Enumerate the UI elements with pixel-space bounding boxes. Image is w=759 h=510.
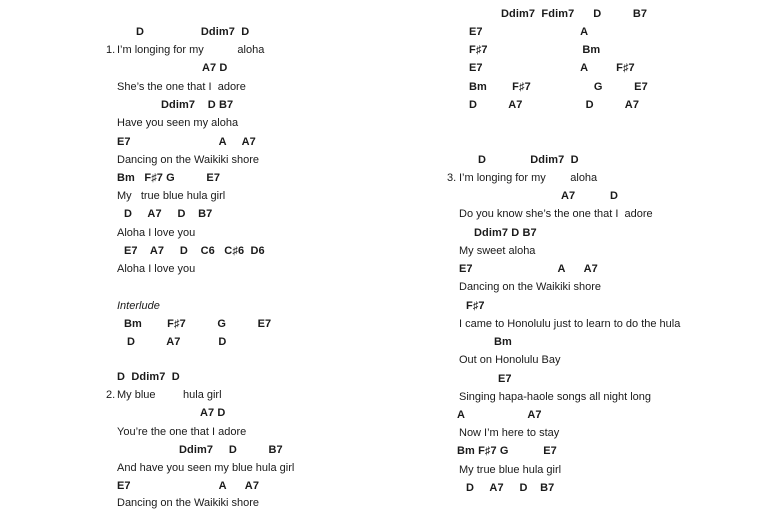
- outro-chord-row: D A7 D A7: [469, 99, 640, 111]
- chord-line: E7: [498, 373, 512, 385]
- lyric-line: Dancing on the Waikiki shore: [117, 497, 260, 509]
- chord-line: A A7: [457, 409, 542, 421]
- lyric-line: She’s the one that I adore: [117, 81, 246, 93]
- outro-chord-row: Ddim7 Fdim7 D B7: [501, 8, 648, 20]
- lyric-line: My blue hula girl: [117, 389, 222, 401]
- lyric-line: And have you seen my blue hula girl: [117, 462, 295, 474]
- lyric-line: Now I’m here to stay: [459, 427, 560, 439]
- chord-line: A7 D: [202, 62, 228, 74]
- chord-line: A7 D: [561, 190, 619, 202]
- lyric-line: Dancing on the Waikiki shore: [117, 154, 260, 166]
- outro-chord-row: E7 A F♯7: [469, 62, 635, 74]
- lyric-line: Dancing on the Waikiki shore: [459, 281, 602, 293]
- chord-line: D Ddim7 D: [136, 26, 250, 38]
- verse-number: 3.: [447, 172, 457, 184]
- lyric-line: You’re the one that I adore: [117, 426, 247, 438]
- verse-number: 1.: [106, 44, 116, 56]
- lyric-line: Singing hapa-haole songs all night long: [459, 391, 652, 403]
- chord-line: Bm: [494, 336, 512, 348]
- lyric-line: My true blue hula girl: [459, 464, 562, 476]
- lyric-line: Aloha I love you: [117, 227, 196, 239]
- chord-line: E7 A A7: [117, 480, 260, 492]
- interlude-chord-row: Bm F♯7 G E7: [124, 318, 272, 330]
- chord-line: E7 A7 D C6 C♯6 D6: [124, 245, 265, 257]
- chord-line: Ddim7 D B7: [179, 444, 283, 456]
- outro-chord-row: Bm F♯7 G E7: [469, 81, 648, 93]
- lyric-line: My sweet aloha: [459, 245, 536, 257]
- chord-line: Ddim7 D B7: [474, 227, 537, 239]
- chord-line: Bm F♯7 G E7: [117, 172, 221, 184]
- lyric-line: Aloha I love you: [117, 263, 196, 275]
- chord-line: F♯7: [466, 300, 485, 312]
- verse-number: 2.: [106, 389, 116, 401]
- chord-line: D Ddim7 D: [117, 371, 180, 383]
- chord-line: D A7 D B7: [466, 482, 555, 494]
- outro-chord-row: F♯7 Bm: [469, 44, 601, 56]
- lyric-line: My true blue hula girl: [117, 190, 226, 202]
- lyric-line: Have you seen my aloha: [117, 117, 239, 129]
- outro-chord-row: E7 A: [469, 26, 589, 38]
- chord-line: D Ddim7 D: [478, 154, 579, 166]
- chord-line: E7 A A7: [117, 136, 256, 148]
- interlude-chord-row: D A7 D: [127, 336, 227, 348]
- lyric-line: Out on Honolulu Bay: [459, 354, 561, 366]
- interlude-label: Interlude: [117, 300, 160, 312]
- chord-line: D A7 D B7: [124, 208, 213, 220]
- chord-line: A7 D: [200, 407, 226, 419]
- lyric-line: Do you know she’s the one that I adore: [459, 208, 653, 220]
- chord-line: Ddim7 D B7: [161, 99, 234, 111]
- lyric-line: I’m longing for my aloha: [117, 44, 265, 56]
- chord-line: E7 A A7: [459, 263, 598, 275]
- lyric-line: I’m longing for my aloha: [459, 172, 598, 184]
- chord-line: Bm F♯7 G E7: [457, 445, 557, 457]
- lyric-line: I came to Honolulu just to learn to do the hula: [459, 318, 681, 330]
